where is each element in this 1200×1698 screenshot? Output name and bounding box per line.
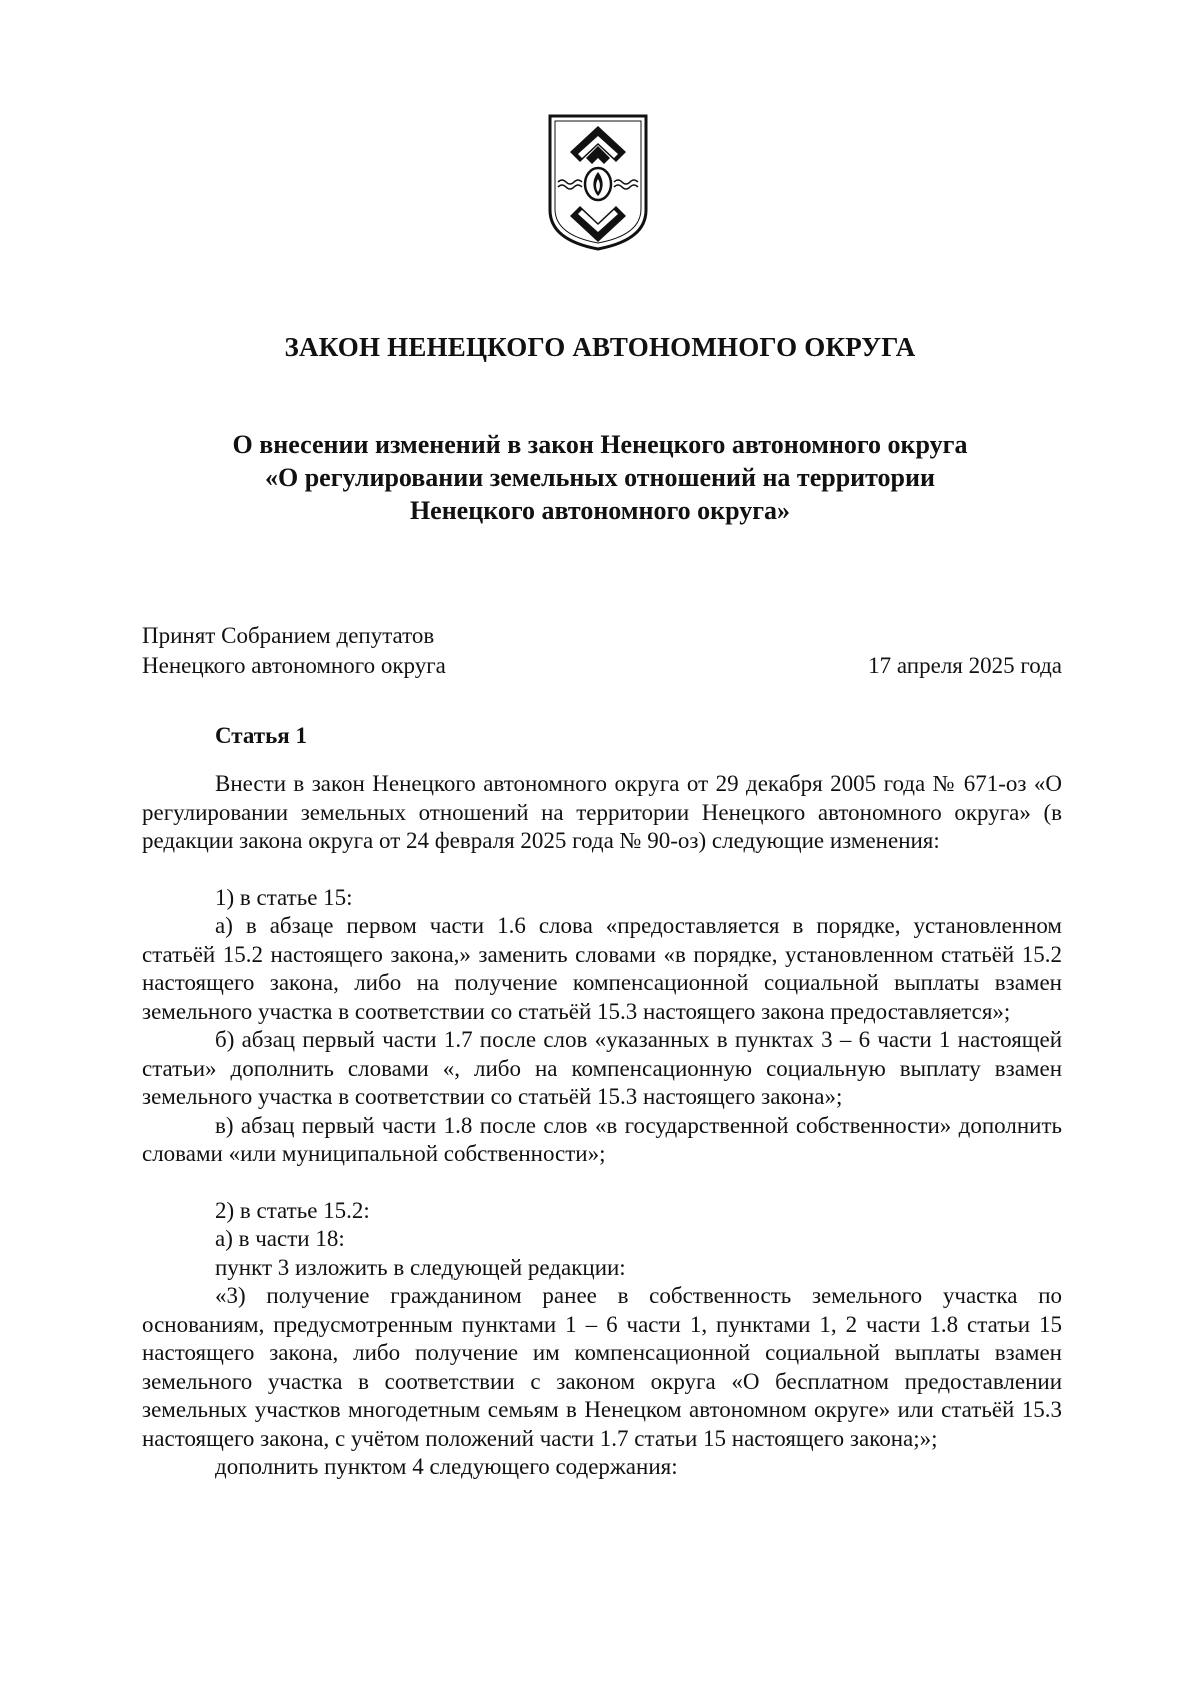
subject-line: «О регулировании земельных отношений на территории <box>265 463 935 492</box>
paragraph: 1) в статье 15: <box>215 884 353 910</box>
law-title: ЗАКОН НЕНЕЦКОГО АВТОНОМНОГО ОКРУГА <box>284 332 916 362</box>
nenets-coat-of-arms-icon <box>546 112 650 252</box>
adoption-statement <box>142 621 446 681</box>
paragraph: дополнить пунктом 4 следующего содержания: <box>215 1454 678 1479</box>
paragraph: Внести в закон Ненецкого автономного округа от 29 декабря 2005 года № 671-оз «О регулировании земельных отношений на территории Ненецкого автономного округа» (в редакции закона округа от 24 февраля 2025 года № 90-оз) следующие изменения: <box>142 771 1062 853</box>
adoption-line: Ненецкого автономного округа <box>142 653 446 678</box>
subject-line: О внесении изменений в закон Ненецкого автономного округа <box>232 430 968 459</box>
subject-line: Ненецкого автономного округа» <box>409 496 791 525</box>
paragraph: а) в части 18: <box>215 1226 345 1251</box>
paragraph: а) в абзаце первом части 1.6 слова «предоставляется в порядке, установленном статьёй 15.2 настоящего закона,» заменить словами «в порядке, установленном статьёй 15.2 настоящего закона, либо на получение компенсационной социальной выплаты взамен земельного участка в соответствии со статьёй 15.3 настоящего закона предоставляется»; <box>142 913 1062 1024</box>
paragraph: «3) получение гражданином ранее в собственность земельного участка по основаниям, предусмотренным пунктами 1 – 6 части 1, пунктами 1, 2 части 1.8 статьи 15 настоящего закона, либо получение им компенсационной социальной выплаты взамен земельного участка в соответствии с законом округа «О бесплатном предоставлении земельных участков многодетным семьям в Ненецком автономном округе» или статьёй 15.3 настоящего закона, с учётом положений части 1.7 статьи 15 настоящего закона;»; <box>142 1283 1062 1451</box>
paragraph: в) абзац первый части 1.8 после слов «в государственной собственности» дополнить словами «или муниципальной собственности»; <box>142 1112 1062 1166</box>
article-heading: Статья 1 <box>215 723 307 748</box>
paragraph: пункт 3 изложить в следующей редакции: <box>215 1254 626 1280</box>
adoption-date: 17 апреля 2025 года <box>868 653 1062 678</box>
paragraph: 2) в статье 15.2: <box>215 1197 370 1223</box>
article-body <box>142 770 1062 1482</box>
adoption-line: Принят Собранием депутатов <box>142 623 435 648</box>
paragraph: б) абзац первый части 1.7 после слов «указанных в пунктах 3 – 6 части 1 настоящей статьи» дополнить словами «, либо на компенсационную социальную выплату взамен земельного участка в соответствии со статьёй 15.3 настоящего закона»; <box>142 1027 1062 1109</box>
law-subject <box>0 428 1200 527</box>
